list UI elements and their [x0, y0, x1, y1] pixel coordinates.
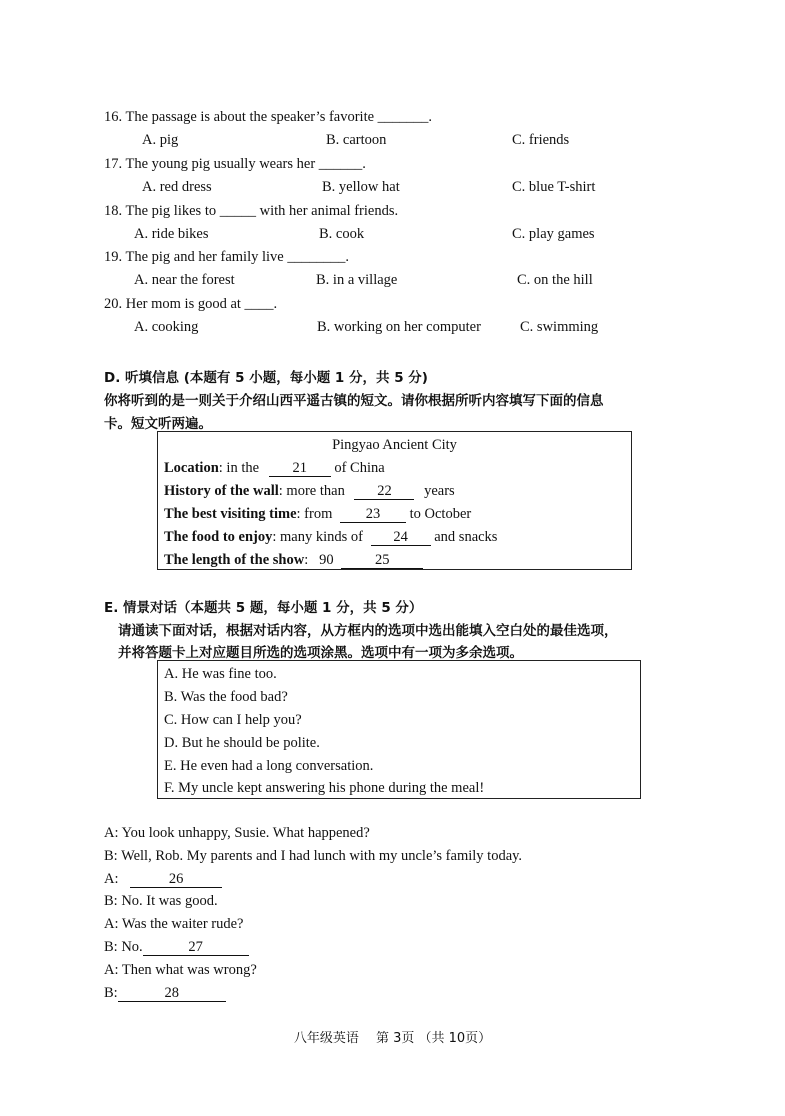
option-item: E. He even had a long conversation.: [164, 758, 374, 774]
row-text: : many kinds of: [272, 529, 367, 545]
option-a: A. red dress: [142, 179, 212, 195]
row-text: of China: [330, 460, 385, 476]
info-card-row: [164, 460, 385, 477]
row-text: to October: [405, 506, 472, 522]
option-b: B. in a village: [316, 272, 398, 288]
question-stem: 19. The pig and her family live ________.: [104, 249, 349, 265]
row-text: : 90: [304, 552, 338, 568]
answer-blank-28[interactable]: 28: [118, 986, 226, 1002]
question-stem: 17. The young pig usually wears her ______.: [104, 156, 366, 172]
row-text: : from: [296, 506, 336, 522]
section-e-instruction: 请通读下面对话，根据对话内容，从方框内的选项中选出能填入空白处的最佳选项，: [118, 623, 618, 639]
row-label: Location: [164, 460, 219, 476]
dialogue-line: A: Was the waiter rude?: [104, 916, 244, 932]
option-b: B. working on her computer: [317, 319, 481, 335]
row-text: : more than: [278, 483, 349, 499]
answer-blank-21[interactable]: 21: [269, 461, 331, 477]
row-text: years: [420, 483, 455, 499]
option-b: B. yellow hat: [322, 179, 400, 195]
option-c: C. play games: [512, 226, 595, 242]
option-a: A. near the forest: [134, 272, 235, 288]
row-label: The food to enjoy: [164, 529, 273, 545]
answer-blank-24[interactable]: 24: [371, 530, 431, 546]
answer-blank-27[interactable]: 27: [143, 940, 249, 956]
option-item: C. How can I help you?: [164, 712, 302, 728]
dialogue-speaker: B:: [104, 985, 118, 1001]
option-a: A. cooking: [134, 319, 199, 335]
option-item: B. Was the food bad?: [164, 689, 288, 705]
option-a: A. pig: [142, 132, 179, 148]
info-card-row: [164, 552, 423, 569]
options-box: [157, 660, 641, 799]
option-c: C. blue T-shirt: [512, 179, 596, 195]
option-item: F. My uncle kept answering his phone during the meal!: [164, 780, 485, 796]
row-label: The length of the show: [164, 552, 305, 568]
option-c: C. on the hill: [517, 272, 593, 288]
question-stem: 18. The pig likes to _____ with her animal friends.: [104, 203, 399, 219]
section-d-instruction: 你将听到的是一则关于介绍山西平遥古镇的短文。请你根据所听内容填写下面的信息: [104, 393, 604, 409]
option-item: A. He was fine too.: [164, 666, 277, 682]
row-text: : in the: [218, 460, 263, 476]
option-item: D. But he should be polite.: [164, 735, 320, 751]
answer-blank-26[interactable]: 26: [130, 872, 222, 888]
dialogue-speaker: B: No.: [104, 939, 143, 955]
option-b: B. cook: [319, 226, 365, 242]
option-a: A. ride bikes: [134, 226, 209, 242]
dialogue-line: [104, 871, 222, 888]
info-card: [157, 431, 632, 570]
info-card-row: [164, 506, 471, 523]
section-d-heading: D. 听填信息 (本题有 5 小题，每小题 1 分，共 5 分): [104, 370, 428, 386]
dialogue-line: B: No. It was good.: [104, 893, 218, 909]
option-c: C. swimming: [520, 319, 599, 335]
answer-blank-23[interactable]: 23: [340, 507, 406, 523]
question-stem: 16. The passage is about the speaker’s favorite _______.: [104, 109, 433, 125]
section-e-heading: E. 情景对话（本题共 5 题，每小题 1 分，共 5 分）: [104, 600, 423, 616]
info-card-row: [164, 483, 455, 500]
info-card-row: [164, 529, 497, 546]
answer-blank-25[interactable]: 25: [341, 553, 423, 569]
dialogue-line: [104, 939, 249, 956]
question-stem: 20. Her mom is good at ____.: [104, 296, 278, 312]
dialogue-line: A: Then what was wrong?: [104, 962, 257, 978]
page-footer: 八年级英语 第 3页 （共 10页）: [293, 1031, 492, 1046]
section-e-instruction-cont: 并将答题卡上对应题目所选的选项涂黑。选项中有一项为多余选项。: [118, 645, 523, 661]
option-b: B. cartoon: [326, 132, 387, 148]
option-c: C. friends: [512, 132, 570, 148]
dialogue-line: B: Well, Rob. My parents and I had lunch with my uncle’s family today.: [104, 848, 523, 864]
dialogue-line: [104, 985, 226, 1002]
dialogue-speaker: A:: [104, 871, 123, 887]
row-text: and snacks: [430, 529, 498, 545]
info-card-title: Pingyao Ancient City: [332, 437, 457, 453]
section-d-instruction-cont: 卡。短文听两遍。: [104, 416, 212, 432]
row-label: The best visiting time: [164, 506, 297, 522]
row-label: History of the wall: [164, 483, 279, 499]
answer-blank-22[interactable]: 22: [354, 484, 414, 500]
dialogue-line: A: You look unhappy, Susie. What happened?: [104, 825, 370, 841]
